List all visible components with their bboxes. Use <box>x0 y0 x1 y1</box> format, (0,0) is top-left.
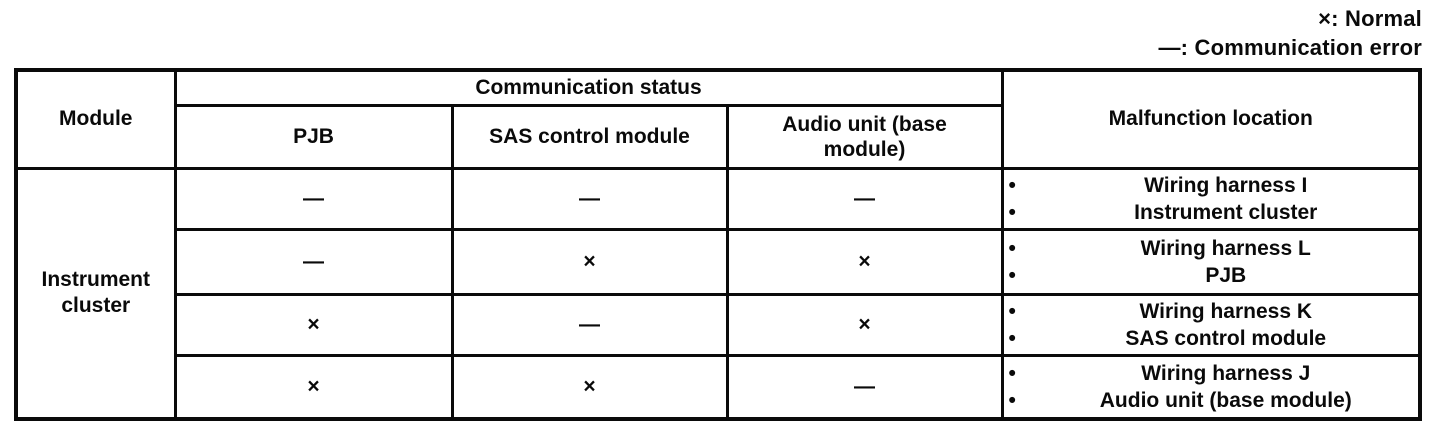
status-audio: × <box>727 294 1002 355</box>
status-sas: — <box>452 168 727 229</box>
malfunction-location-cell <box>1002 294 1420 355</box>
malfunction-item: • Instrument cluster <box>1004 199 1419 226</box>
status-pjb: — <box>175 168 452 229</box>
malfunction-list <box>1004 172 1419 226</box>
malfunction-item: • SAS control module <box>1004 325 1419 352</box>
malfunction-list <box>1004 235 1419 289</box>
status-pjb: — <box>175 229 452 294</box>
malfunction-item: • Audio unit (base module) <box>1004 387 1419 414</box>
malfunction-location-cell <box>1002 229 1420 294</box>
symbol-legend <box>1158 4 1422 62</box>
status-sas: × <box>452 229 727 294</box>
table-row <box>16 229 1420 294</box>
communication-status-table <box>14 68 1422 421</box>
malfunction-location-cell <box>1002 168 1420 229</box>
status-pjb: × <box>175 294 452 355</box>
module-name-cell: Instrument cluster <box>16 168 175 419</box>
status-sas: — <box>452 294 727 355</box>
status-pjb: × <box>175 355 452 419</box>
malfunction-item: • PJB <box>1004 262 1419 289</box>
status-audio: — <box>727 355 1002 419</box>
col-header-pjb: PJB <box>175 105 452 168</box>
malfunction-item: • Wiring harness I <box>1004 172 1419 199</box>
legend-error: —: Communication error <box>1158 35 1422 60</box>
malfunction-list <box>1004 360 1419 414</box>
header-row-top <box>16 70 1420 105</box>
malfunction-location-header: Malfunction location <box>1002 70 1420 168</box>
malfunction-item: • Wiring harness K <box>1004 298 1419 325</box>
malfunction-item: • Wiring harness J <box>1004 360 1419 387</box>
module-column-header: Module <box>16 70 175 168</box>
table-row <box>16 294 1420 355</box>
table-row <box>16 168 1420 229</box>
malfunction-item: • Wiring harness L <box>1004 235 1419 262</box>
status-sas: × <box>452 355 727 419</box>
status-audio: × <box>727 229 1002 294</box>
malfunction-location-cell <box>1002 355 1420 419</box>
col-header-sas-control-module: SAS control module <box>452 105 727 168</box>
col-header-audio-unit: Audio unit (base module) <box>727 105 1002 168</box>
table-row <box>16 355 1420 419</box>
legend-normal: ×: Normal <box>1318 6 1422 31</box>
malfunction-list <box>1004 298 1419 352</box>
status-audio: — <box>727 168 1002 229</box>
communication-status-header: Communication status <box>175 70 1002 105</box>
